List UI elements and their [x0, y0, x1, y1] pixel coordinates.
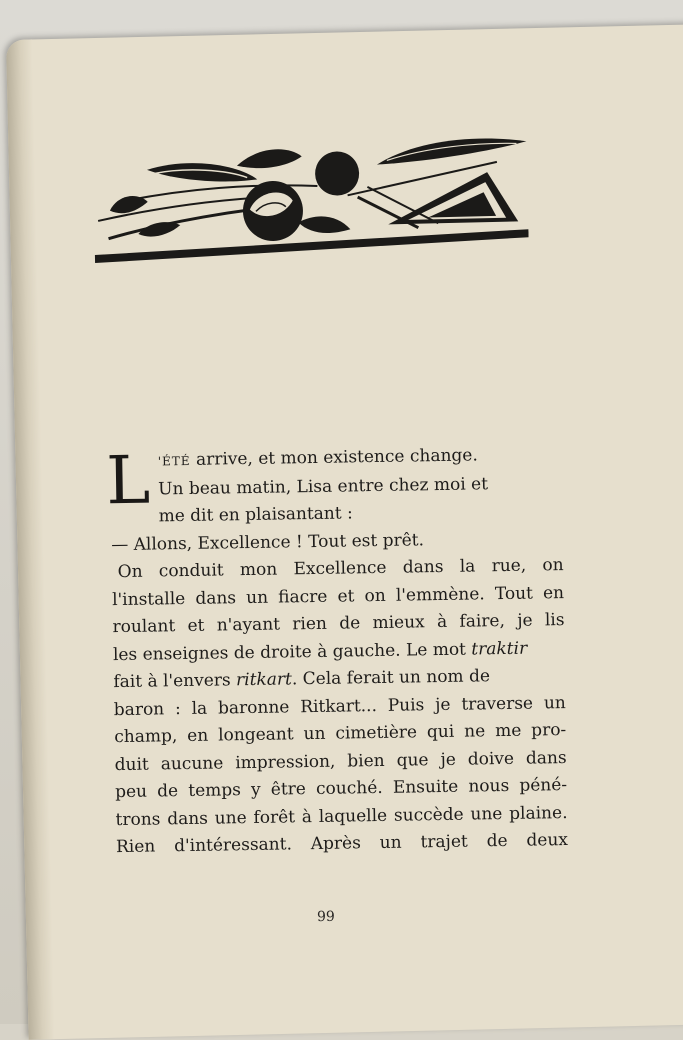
page-number: 99	[316, 908, 336, 926]
text-line-4: — Allons, Excellence ! Tout est prêt.	[111, 529, 425, 555]
body-text	[105, 441, 569, 862]
text-line-7: roulant et n'ayant rien de mieux à faire, je lis	[112, 610, 565, 638]
text-line-12: duit aucune impression, bien que je doive dans	[114, 747, 567, 775]
text-line-5: On conduit mon Excellence dans la rue, on	[117, 555, 564, 583]
text-fragment: fait à l'envers	[113, 670, 231, 693]
text-line-3: me dit en plaisantant :	[158, 503, 353, 527]
book-page	[6, 24, 683, 1039]
text-line-11: champ, en longeant un cimetière qui ne me pro-	[114, 720, 567, 748]
text-line-6: l'installe dans un fiacre et on l'emmène. Tout en	[111, 582, 565, 610]
text-fragment: les enseignes de droite à gauche. Le mot	[112, 639, 467, 665]
text-line-14: trons dans une forêt à laquelle succède une plaine.	[115, 802, 568, 830]
opening-smallcaps: 'ÉTÉ	[157, 453, 191, 469]
text-fragment: arrive, et mon existence change.	[195, 445, 478, 470]
floral-ornament-icon	[86, 121, 529, 281]
text-line-13: peu de temps y être couché. Ensuite nous péné-	[114, 775, 568, 803]
text-line-15: Rien d'intéressant. Après un trajet de deux	[115, 830, 569, 858]
italic-word: traktir	[471, 638, 528, 660]
italic-word: ritkart	[235, 669, 293, 691]
drop-cap: L	[105, 441, 151, 520]
text-line-2: Un beau matin, Lisa entre chez moi et	[158, 473, 489, 499]
text-line-10: baron : la baronne Ritkart... Puis je traverse un	[113, 692, 566, 720]
text-fragment: . Cela ferait un nom de	[291, 666, 491, 690]
